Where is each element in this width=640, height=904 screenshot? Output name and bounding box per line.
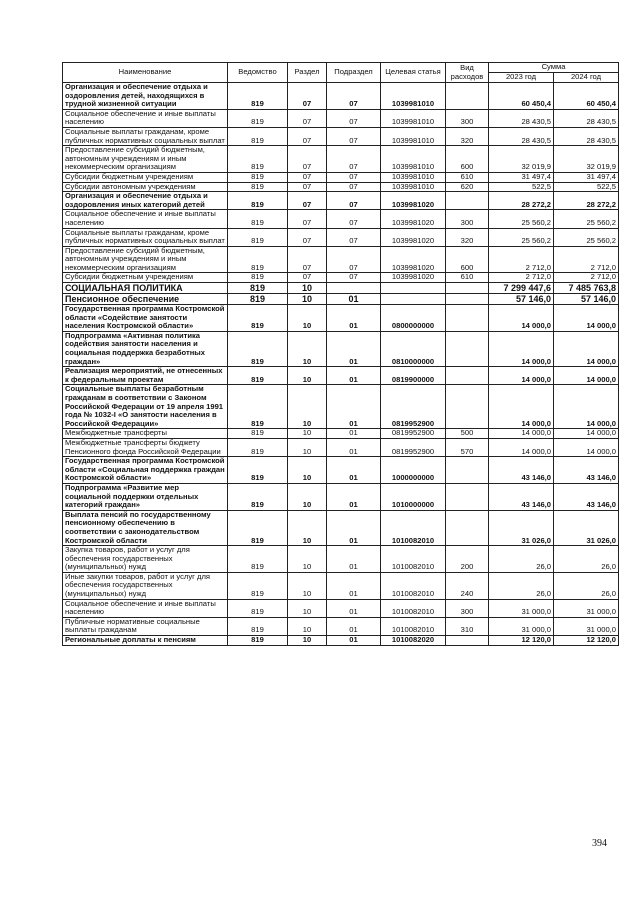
cell-vedomstvo: 819 <box>228 617 288 635</box>
cell-podrazdel: 07 <box>327 172 381 182</box>
table-row <box>63 331 619 366</box>
cell-celevaya: 0819952900 <box>381 429 446 439</box>
cell-vedomstvo: 819 <box>228 273 288 283</box>
cell-vid <box>446 83 489 110</box>
cell-name: Региональные доплаты к пенсиям <box>63 636 228 646</box>
table-row <box>63 546 619 573</box>
table-row <box>63 109 619 127</box>
cell-sum-2023: 14 000,0 <box>489 438 554 456</box>
cell-podrazdel: 01 <box>327 294 381 305</box>
cell-name: Социальные выплаты гражданам, кроме публичных нормативных социальных выплат <box>63 127 228 145</box>
cell-sum-2023: 26,0 <box>489 572 554 599</box>
cell-celevaya: 1010082010 <box>381 599 446 617</box>
cell-vid: 310 <box>446 617 489 635</box>
cell-sum-2024: 43 146,0 <box>554 457 619 484</box>
table-row <box>63 510 619 545</box>
cell-vid: 570 <box>446 438 489 456</box>
cell-sum-2023: 28 272,2 <box>489 192 554 210</box>
cell-vedomstvo: 819 <box>228 83 288 110</box>
cell-podrazdel: 01 <box>327 305 381 332</box>
budget-table <box>62 62 619 646</box>
cell-podrazdel: 07 <box>327 210 381 228</box>
cell-podrazdel: 07 <box>327 192 381 210</box>
cell-sum-2024: 28 430,5 <box>554 109 619 127</box>
cell-sum-2024: 26,0 <box>554 572 619 599</box>
cell-name: Публичные нормативные социальные выплаты гражданам <box>63 617 228 635</box>
cell-podrazdel: 07 <box>327 246 381 273</box>
cell-sum-2024: 14 000,0 <box>554 305 619 332</box>
cell-celevaya: 1039981020 <box>381 228 446 246</box>
cell-razdel: 10 <box>288 438 327 456</box>
header-vid: Вид расходов <box>446 63 489 83</box>
cell-razdel: 10 <box>288 331 327 366</box>
cell-vedomstvo: 819 <box>228 228 288 246</box>
table-row <box>63 273 619 283</box>
cell-name: Выплата пенсий по государственному пенсионному обеспечению в соответствии с законодательством Костромской области <box>63 510 228 545</box>
cell-razdel: 10 <box>288 483 327 510</box>
table-row <box>63 146 619 173</box>
cell-vedomstvo: 819 <box>228 457 288 484</box>
cell-vid <box>446 283 489 294</box>
cell-podrazdel: 01 <box>327 367 381 385</box>
cell-vedomstvo: 819 <box>228 599 288 617</box>
cell-razdel: 10 <box>288 294 327 305</box>
cell-sum-2024: 57 146,0 <box>554 294 619 305</box>
cell-razdel: 10 <box>288 283 327 294</box>
cell-celevaya: 1039981010 <box>381 146 446 173</box>
cell-sum-2023: 43 146,0 <box>489 483 554 510</box>
table-row <box>63 599 619 617</box>
cell-sum-2023: 28 430,5 <box>489 127 554 145</box>
cell-sum-2023: 2 712,0 <box>489 273 554 283</box>
cell-name: Социальное обеспечение и иные выплаты населению <box>63 210 228 228</box>
cell-sum-2023: 60 450,4 <box>489 83 554 110</box>
cell-sum-2024: 25 560,2 <box>554 228 619 246</box>
cell-razdel: 07 <box>288 273 327 283</box>
cell-razdel: 07 <box>288 146 327 173</box>
cell-name: Организация и обеспечение отдыха и оздоровления детей, находящихся в трудной жизненной ситуации <box>63 83 228 110</box>
cell-sum-2023: 25 560,2 <box>489 210 554 228</box>
cell-vid: 320 <box>446 228 489 246</box>
table-row <box>63 127 619 145</box>
cell-sum-2024: 12 120,0 <box>554 636 619 646</box>
cell-sum-2024: 32 019,9 <box>554 146 619 173</box>
cell-vid <box>446 385 489 429</box>
cell-razdel: 10 <box>288 572 327 599</box>
cell-sum-2024: 14 000,0 <box>554 385 619 429</box>
cell-vedomstvo: 819 <box>228 172 288 182</box>
budget-table-container <box>62 62 618 646</box>
cell-razdel: 10 <box>288 636 327 646</box>
cell-podrazdel: 07 <box>327 109 381 127</box>
table-row <box>63 228 619 246</box>
table-row <box>63 172 619 182</box>
cell-vedomstvo: 819 <box>228 210 288 228</box>
cell-razdel: 07 <box>288 228 327 246</box>
cell-vid: 300 <box>446 210 489 228</box>
cell-name: Социальные выплаты гражданам, кроме публичных нормативных социальных выплат <box>63 228 228 246</box>
cell-vedomstvo: 819 <box>228 546 288 573</box>
cell-razdel: 10 <box>288 457 327 484</box>
cell-podrazdel: 07 <box>327 127 381 145</box>
cell-podrazdel: 07 <box>327 146 381 173</box>
cell-sum-2023: 14 000,0 <box>489 429 554 439</box>
cell-name: Предоставление субсидий бюджетным, автономным учреждениям и иным некоммерческим организациям <box>63 146 228 173</box>
cell-vid: 600 <box>446 246 489 273</box>
cell-celevaya: 1039981010 <box>381 83 446 110</box>
header-razdel: Раздел <box>288 63 327 83</box>
table-row <box>63 246 619 273</box>
cell-name: Пенсионное обеспечение <box>63 294 228 305</box>
cell-celevaya: 1010082010 <box>381 546 446 573</box>
header-year-2023: 2023 год <box>489 73 554 83</box>
cell-vedomstvo: 819 <box>228 367 288 385</box>
cell-sum-2024: 31 497,4 <box>554 172 619 182</box>
cell-vid <box>446 636 489 646</box>
cell-vedomstvo: 819 <box>228 385 288 429</box>
cell-vedomstvo: 819 <box>228 636 288 646</box>
cell-sum-2023: 14 000,0 <box>489 385 554 429</box>
cell-razdel: 10 <box>288 367 327 385</box>
cell-sum-2023: 31 000,0 <box>489 617 554 635</box>
cell-podrazdel: 01 <box>327 429 381 439</box>
cell-vid <box>446 483 489 510</box>
cell-vid: 240 <box>446 572 489 599</box>
cell-celevaya: 1039981010 <box>381 182 446 192</box>
cell-vid <box>446 331 489 366</box>
cell-vid: 610 <box>446 172 489 182</box>
cell-sum-2023: 522,5 <box>489 182 554 192</box>
table-row <box>63 283 619 294</box>
cell-sum-2024: 26,0 <box>554 546 619 573</box>
cell-vedomstvo: 819 <box>228 305 288 332</box>
cell-vedomstvo: 819 <box>228 572 288 599</box>
cell-vid: 300 <box>446 599 489 617</box>
cell-name: Подпрограмма «Активная политика содействия занятости населения и социальная поддержка безработных граждан» <box>63 331 228 366</box>
cell-name: Социальное обеспечение и иные выплаты населению <box>63 599 228 617</box>
header-celevaya: Целевая статья <box>381 63 446 83</box>
cell-celevaya: 1039981010 <box>381 172 446 182</box>
header-name: Наименование <box>63 63 228 83</box>
cell-vid: 610 <box>446 273 489 283</box>
cell-sum-2024: 31 026,0 <box>554 510 619 545</box>
cell-name: СОЦИАЛЬНАЯ ПОЛИТИКА <box>63 283 228 294</box>
cell-sum-2024: 25 560,2 <box>554 210 619 228</box>
cell-sum-2024: 60 450,4 <box>554 83 619 110</box>
cell-podrazdel: 01 <box>327 546 381 573</box>
cell-razdel: 07 <box>288 83 327 110</box>
header-vedomstvo: Ведомство <box>228 63 288 83</box>
cell-name: Организация и обеспечение отдыха и оздоровления иных категорий детей <box>63 192 228 210</box>
cell-sum-2023: 14 000,0 <box>489 331 554 366</box>
cell-sum-2023: 14 000,0 <box>489 367 554 385</box>
cell-podrazdel: 01 <box>327 331 381 366</box>
cell-celevaya: 1010000000 <box>381 483 446 510</box>
table-row <box>63 617 619 635</box>
table-row <box>63 367 619 385</box>
cell-sum-2023: 31 026,0 <box>489 510 554 545</box>
cell-razdel: 10 <box>288 510 327 545</box>
cell-razdel: 10 <box>288 599 327 617</box>
cell-name: Государственная программа Костромской области «Содействие занятости населения Костромской области» <box>63 305 228 332</box>
cell-podrazdel: 01 <box>327 510 381 545</box>
cell-sum-2023: 43 146,0 <box>489 457 554 484</box>
cell-sum-2024: 14 000,0 <box>554 429 619 439</box>
cell-sum-2023: 31 497,4 <box>489 172 554 182</box>
cell-name: Государственная программа Костромской области «Социальная поддержка граждан Костромской области» <box>63 457 228 484</box>
cell-celevaya: 1039981020 <box>381 246 446 273</box>
cell-razdel: 10 <box>288 305 327 332</box>
cell-podrazdel: 07 <box>327 273 381 283</box>
cell-sum-2023: 2 712,0 <box>489 246 554 273</box>
cell-celevaya: 1010082010 <box>381 572 446 599</box>
cell-name: Закупка товаров, работ и услуг для обеспечения государственных (муниципальных) нужд <box>63 546 228 573</box>
cell-sum-2023: 57 146,0 <box>489 294 554 305</box>
cell-celevaya: 0819900000 <box>381 367 446 385</box>
header-podrazdel: Подраздел <box>327 63 381 83</box>
cell-vedomstvo: 819 <box>228 182 288 192</box>
cell-razdel: 07 <box>288 246 327 273</box>
cell-podrazdel: 01 <box>327 599 381 617</box>
cell-podrazdel <box>327 283 381 294</box>
cell-podrazdel: 07 <box>327 83 381 110</box>
cell-sum-2023: 12 120,0 <box>489 636 554 646</box>
cell-vid <box>446 510 489 545</box>
cell-podrazdel: 01 <box>327 457 381 484</box>
cell-razdel: 10 <box>288 429 327 439</box>
cell-podrazdel: 01 <box>327 385 381 429</box>
cell-sum-2023: 31 000,0 <box>489 599 554 617</box>
cell-vid: 600 <box>446 146 489 173</box>
header-year-2024: 2024 год <box>554 73 619 83</box>
cell-sum-2024: 14 000,0 <box>554 367 619 385</box>
cell-vid <box>446 367 489 385</box>
cell-sum-2024: 14 000,0 <box>554 438 619 456</box>
cell-sum-2024: 43 146,0 <box>554 483 619 510</box>
cell-podrazdel: 07 <box>327 182 381 192</box>
cell-razdel: 10 <box>288 617 327 635</box>
cell-vedomstvo: 819 <box>228 331 288 366</box>
cell-name: Субсидии бюджетным учреждениям <box>63 172 228 182</box>
table-row <box>63 192 619 210</box>
cell-name: Социальное обеспечение и иные выплаты населению <box>63 109 228 127</box>
cell-vid: 500 <box>446 429 489 439</box>
page-number: 394 <box>592 838 607 849</box>
table-row <box>63 636 619 646</box>
cell-razdel: 07 <box>288 192 327 210</box>
cell-vedomstvo: 819 <box>228 429 288 439</box>
cell-vid: 300 <box>446 109 489 127</box>
cell-celevaya: 1039981020 <box>381 273 446 283</box>
cell-razdel: 07 <box>288 109 327 127</box>
cell-name: Социальные выплаты безработным гражданам в соответствии с Законом Российской Федерации от 19 апреля 1991 года № 1032-I «О занятости населения в Российской Федерации» <box>63 385 228 429</box>
cell-sum-2024: 28 272,2 <box>554 192 619 210</box>
cell-sum-2024: 2 712,0 <box>554 273 619 283</box>
cell-vedomstvo: 819 <box>228 146 288 173</box>
cell-razdel: 10 <box>288 546 327 573</box>
cell-podrazdel: 01 <box>327 572 381 599</box>
cell-sum-2023: 28 430,5 <box>489 109 554 127</box>
cell-podrazdel: 01 <box>327 438 381 456</box>
cell-podrazdel: 01 <box>327 617 381 635</box>
cell-podrazdel: 07 <box>327 228 381 246</box>
cell-vedomstvo: 819 <box>228 283 288 294</box>
cell-celevaya: 0800000000 <box>381 305 446 332</box>
cell-vedomstvo: 819 <box>228 127 288 145</box>
cell-sum-2023: 32 019,9 <box>489 146 554 173</box>
cell-sum-2024: 2 712,0 <box>554 246 619 273</box>
cell-celevaya: 1039981020 <box>381 210 446 228</box>
table-row <box>63 572 619 599</box>
cell-celevaya: 0810000000 <box>381 331 446 366</box>
cell-name: Субсидии бюджетным учреждениям <box>63 273 228 283</box>
cell-razdel: 07 <box>288 127 327 145</box>
cell-name: Межбюджетные трансферты <box>63 429 228 439</box>
cell-celevaya: 1039981010 <box>381 127 446 145</box>
cell-name: Иные закупки товаров, работ и услуг для обеспечения государственных (муниципальных) нужд <box>63 572 228 599</box>
cell-celevaya: 1010082010 <box>381 510 446 545</box>
table-row <box>63 438 619 456</box>
cell-sum-2024: 522,5 <box>554 182 619 192</box>
cell-vid <box>446 457 489 484</box>
table-row <box>63 483 619 510</box>
table-row <box>63 182 619 192</box>
table-row <box>63 457 619 484</box>
cell-vedomstvo: 819 <box>228 109 288 127</box>
cell-name: Подпрограмма «Развитие мер социальной поддержки отдельных категорий граждан» <box>63 483 228 510</box>
cell-sum-2024: 14 000,0 <box>554 331 619 366</box>
cell-podrazdel: 01 <box>327 636 381 646</box>
cell-podrazdel: 01 <box>327 483 381 510</box>
table-row <box>63 305 619 332</box>
table-body <box>63 83 619 646</box>
cell-celevaya <box>381 283 446 294</box>
cell-sum-2023: 14 000,0 <box>489 305 554 332</box>
cell-razdel: 07 <box>288 210 327 228</box>
cell-vid <box>446 192 489 210</box>
cell-vedomstvo: 819 <box>228 294 288 305</box>
cell-sum-2023: 7 299 447,6 <box>489 283 554 294</box>
cell-sum-2024: 31 000,0 <box>554 599 619 617</box>
cell-vid: 200 <box>446 546 489 573</box>
cell-celevaya: 1000000000 <box>381 457 446 484</box>
table-row <box>63 83 619 110</box>
header-summa: Сумма <box>489 63 619 73</box>
cell-razdel: 07 <box>288 182 327 192</box>
cell-sum-2024: 7 485 763,8 <box>554 283 619 294</box>
cell-celevaya: 1010082020 <box>381 636 446 646</box>
cell-celevaya: 1039981010 <box>381 109 446 127</box>
cell-vedomstvo: 819 <box>228 510 288 545</box>
table-row <box>63 385 619 429</box>
cell-celevaya: 0819952900 <box>381 385 446 429</box>
cell-sum-2024: 31 000,0 <box>554 617 619 635</box>
cell-celevaya: 1039981020 <box>381 192 446 210</box>
cell-name: Межбюджетные трансферты бюджету Пенсионного фонда Российской Федерации <box>63 438 228 456</box>
cell-sum-2023: 26,0 <box>489 546 554 573</box>
cell-vid: 320 <box>446 127 489 145</box>
cell-celevaya: 1010082010 <box>381 617 446 635</box>
cell-sum-2024: 28 430,5 <box>554 127 619 145</box>
table-row <box>63 429 619 439</box>
cell-celevaya: 0819952900 <box>381 438 446 456</box>
cell-name: Субсидии автономным учреждениям <box>63 182 228 192</box>
cell-vedomstvo: 819 <box>228 192 288 210</box>
cell-vid: 620 <box>446 182 489 192</box>
cell-name: Реализация мероприятий, не отнесенных к федеральным проектам <box>63 367 228 385</box>
cell-vid <box>446 305 489 332</box>
cell-vedomstvo: 819 <box>228 438 288 456</box>
table-row <box>63 210 619 228</box>
cell-name: Предоставление субсидий бюджетным, автономным учреждениям и иным некоммерческим организациям <box>63 246 228 273</box>
cell-sum-2023: 25 560,2 <box>489 228 554 246</box>
cell-razdel: 07 <box>288 172 327 182</box>
cell-vedomstvo: 819 <box>228 246 288 273</box>
cell-vedomstvo: 819 <box>228 483 288 510</box>
table-row <box>63 294 619 305</box>
cell-razdel: 10 <box>288 385 327 429</box>
cell-celevaya <box>381 294 446 305</box>
cell-vid <box>446 294 489 305</box>
